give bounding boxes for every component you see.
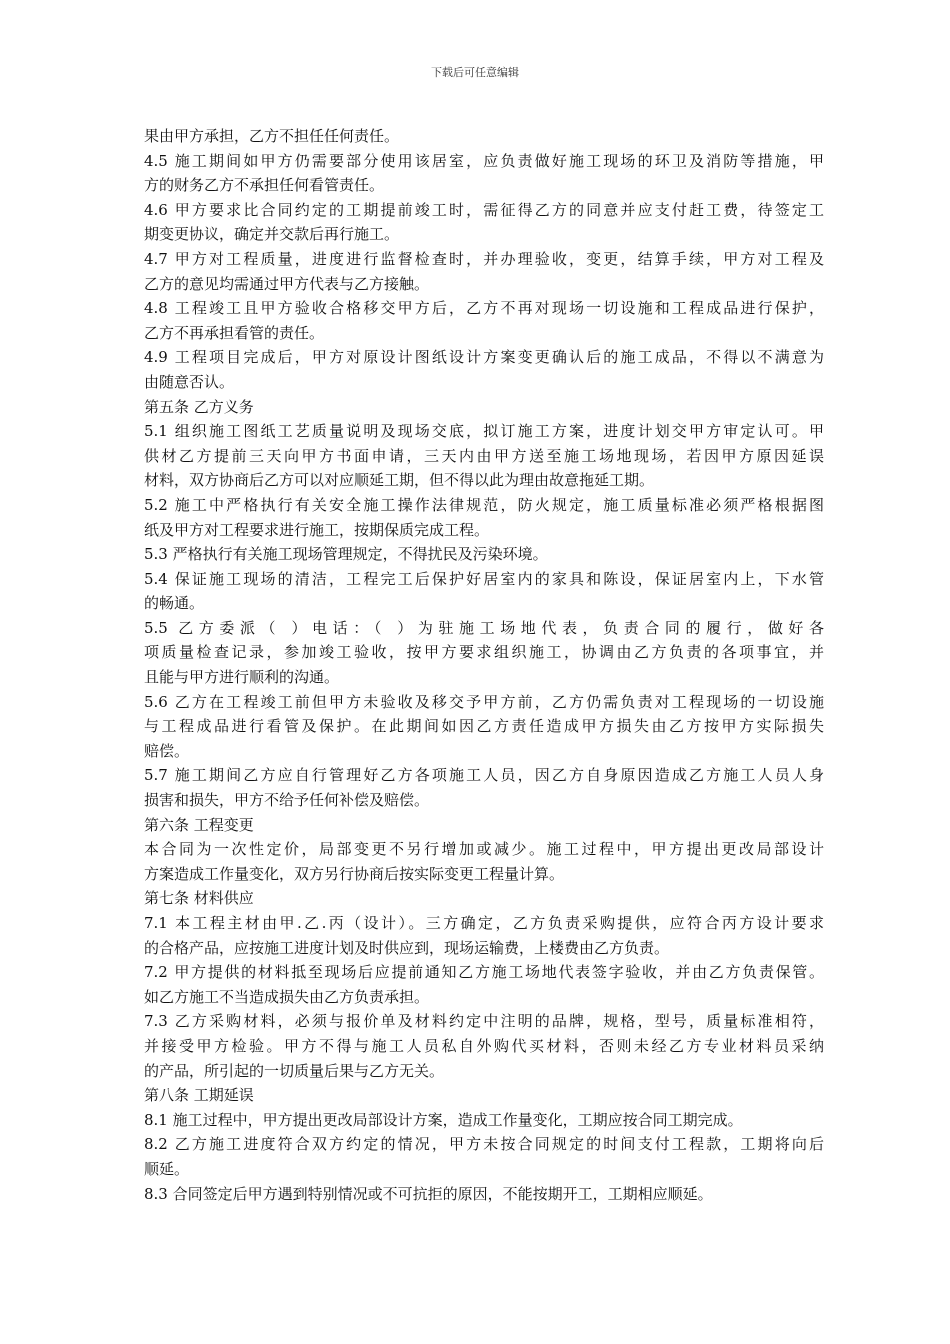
document-line: 的畅通。: [144, 594, 205, 613]
document-line: 4.8 工程竣工且甲方验收合格移交甲方后，乙方不再对现场一切设施和工程成品进行保护，: [144, 299, 824, 318]
document-line: 4.5 施工期间如甲方仍需要部分使用该居室，应负责做好施工现场的环卫及消防等措施，甲: [144, 151, 824, 170]
document-line: 5.4 保证施工现场的清洁，工程完工后保护好居室内的家具和陈设，保证居室内上，下水管: [144, 569, 824, 588]
document-line: 第八条 工期延误: [144, 1086, 254, 1105]
document-line: 4.7 甲方对工程质量，进度进行监督检查时，并办理验收，变更，结算手续，甲方对工程及: [144, 249, 824, 268]
document-line: 7.2 甲方提供的材料抵至现场后应提前通知乙方施工场地代表签字验收，并由乙方负责保管。: [144, 963, 824, 982]
document-line: 5.6 乙方在工程竣工前但甲方未验收及移交予甲方前，乙方仍需负责对工程现场的一切设施: [144, 692, 824, 711]
document-line: 5.2 施工中严格执行有关安全施工操作法律规范，防火规定，施工质量标准必须严格根据图: [144, 495, 824, 514]
document-line: 5.7 施工期间乙方应自行管理好乙方各项施工人员，因乙方自身原因造成乙方施工人员人身: [144, 766, 824, 785]
document-line: 乙方不再承担看管的责任。: [144, 323, 325, 342]
document-line: 果由甲方承担，乙方不担任任何责任。: [144, 127, 400, 145]
document-line: 4.9 工程项目完成后，甲方对原设计图纸设计方案变更确认后的施工成品，不得以不满意为: [144, 348, 824, 367]
document-line: 损害和损失，甲方不给予任何补偿及赔偿。: [144, 791, 430, 810]
document-line: 赔偿。: [144, 741, 190, 760]
document-line: 8.2 乙方施工进度符合双方约定的情况，甲方未按合同规定的时间支付工程款，工期将向后: [144, 1135, 824, 1154]
document-line: 第五条 乙方义务: [144, 397, 254, 416]
document-line: 如乙方施工不当造成损失由乙方负责承担。: [144, 987, 430, 1006]
document-line: 本合同为一次性定价，局部变更不另行增加或减少。施工过程中，甲方提出更改局部设计: [144, 840, 824, 859]
document-line: 供材乙方提前三天向甲方书面申请，三天内由甲方送至施工场地现场，若因甲方原因延误: [144, 446, 824, 465]
document-line: 5.5 乙方委派（ ）电话：（ ）为驻施工场地代表，负责合同的履行，做好各: [144, 618, 824, 637]
document-line: 第七条 材料供应: [144, 889, 254, 908]
document-line: 纸及甲方对工程要求进行施工，按期保质完成工程。: [144, 520, 490, 539]
document-line: 7.1 本工程主材由甲.乙.丙（设计）。三方确定，乙方负责采购提供，应符合丙方设计要求: [144, 914, 824, 932]
document-line: 并接受甲方检验。甲方不得与施工人员私自外购代买材料，否则未经乙方专业材料员采纳: [144, 1036, 824, 1055]
document-body: [144, 124, 824, 1206]
document-line: 5.1 组织施工图纸工艺质量说明及现场交底，拟订施工方案，进度计划交甲方审定认可。甲: [144, 422, 824, 441]
page-header: 下载后可任意编辑: [431, 66, 519, 79]
document-line: 8.3 合同签定后甲方遇到特别情况或不可抗拒的原因，不能按期开工，工期相应顺延。: [144, 1184, 713, 1203]
document-line: 由随意否认。: [144, 372, 235, 391]
document-line: 第六条 工程变更: [144, 815, 254, 834]
document-line: 乙方的意见均需通过甲方代表与乙方接触。: [144, 274, 430, 293]
document-line: 4.6 甲方要求比合同约定的工期提前竣工时，需征得乙方的同意并应支付赶工费，待签定工: [144, 200, 824, 219]
document-line: 方的财务乙方不承担任何看管责任。: [144, 176, 385, 195]
document-line: 顺延。: [144, 1159, 190, 1178]
document-line: 与工程成品进行看管及保护。在此期间如因乙方责任造成甲方损失由乙方按甲方实际损失: [144, 717, 824, 736]
document-line: 7.3 乙方采购材料，必须与报价单及材料约定中注明的品牌，规格，型号，质量标准相符，: [144, 1012, 824, 1031]
document-line: 的合格产品，应按施工进度计划及时供应到，现场运输费，上楼费由乙方负责。: [144, 938, 670, 957]
document-line: 8.1 施工过程中，甲方提出更改局部设计方案，造成工作量变化，工期应按合同工期完成。: [144, 1110, 743, 1129]
document-line: 的产品，所引起的一切质量后果与乙方无关。: [144, 1061, 445, 1080]
document-line: 材料，双方协商后乙方可以对应顺延工期，但不得以此为理由故意拖延工期。: [144, 471, 655, 490]
document-line: 5.3 严格执行有关施工现场管理规定，不得扰民及污染环境。: [144, 545, 548, 564]
document-line: 方案造成工作量变化，双方另行协商后按实际变更工程量计算。: [144, 864, 565, 883]
document-line: 项质量检查记录，参加竣工验收，按甲方要求组织施工，协调由乙方负责的各项事宜，并: [144, 643, 824, 662]
document-line: 期变更协议，确定并交款后再行施工。: [144, 225, 400, 244]
document-line: 且能与甲方进行顺利的沟通。: [144, 668, 340, 687]
